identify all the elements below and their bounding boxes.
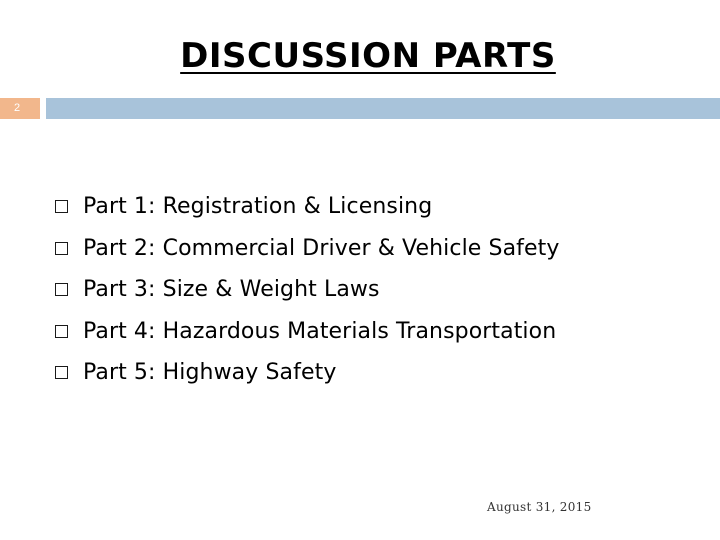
accent-bar bbox=[46, 98, 720, 119]
bullet-text: Part 4: Hazardous Materials Transportation bbox=[83, 318, 557, 344]
bullet-text: Part 5: Highway Safety bbox=[83, 360, 337, 386]
bullet-list bbox=[55, 186, 559, 394]
bullet-text: Part 2: Commercial Driver & Vehicle Safety bbox=[83, 235, 560, 261]
bullet-text: Part 3: Size & Weight Laws bbox=[83, 277, 380, 303]
footer-date: August 31, 2015 bbox=[487, 500, 592, 514]
checkbox-icon bbox=[55, 366, 68, 379]
bullet-item bbox=[55, 186, 559, 228]
bullet-item bbox=[55, 352, 559, 394]
bullet-item bbox=[55, 311, 559, 353]
bullet-item bbox=[55, 228, 559, 270]
checkbox-icon bbox=[55, 200, 68, 213]
checkbox-icon bbox=[55, 242, 68, 255]
slide-number-box bbox=[0, 98, 40, 119]
slide-title bbox=[0, 36, 720, 76]
bullet-text: Part 1: Registration & Licensing bbox=[83, 194, 433, 220]
checkbox-icon bbox=[55, 325, 68, 338]
bullet-item bbox=[55, 269, 559, 311]
slide-title-text: DISCUSSION PARTS bbox=[180, 36, 556, 76]
slide-number: 2 bbox=[13, 102, 21, 114]
checkbox-icon bbox=[55, 283, 68, 296]
